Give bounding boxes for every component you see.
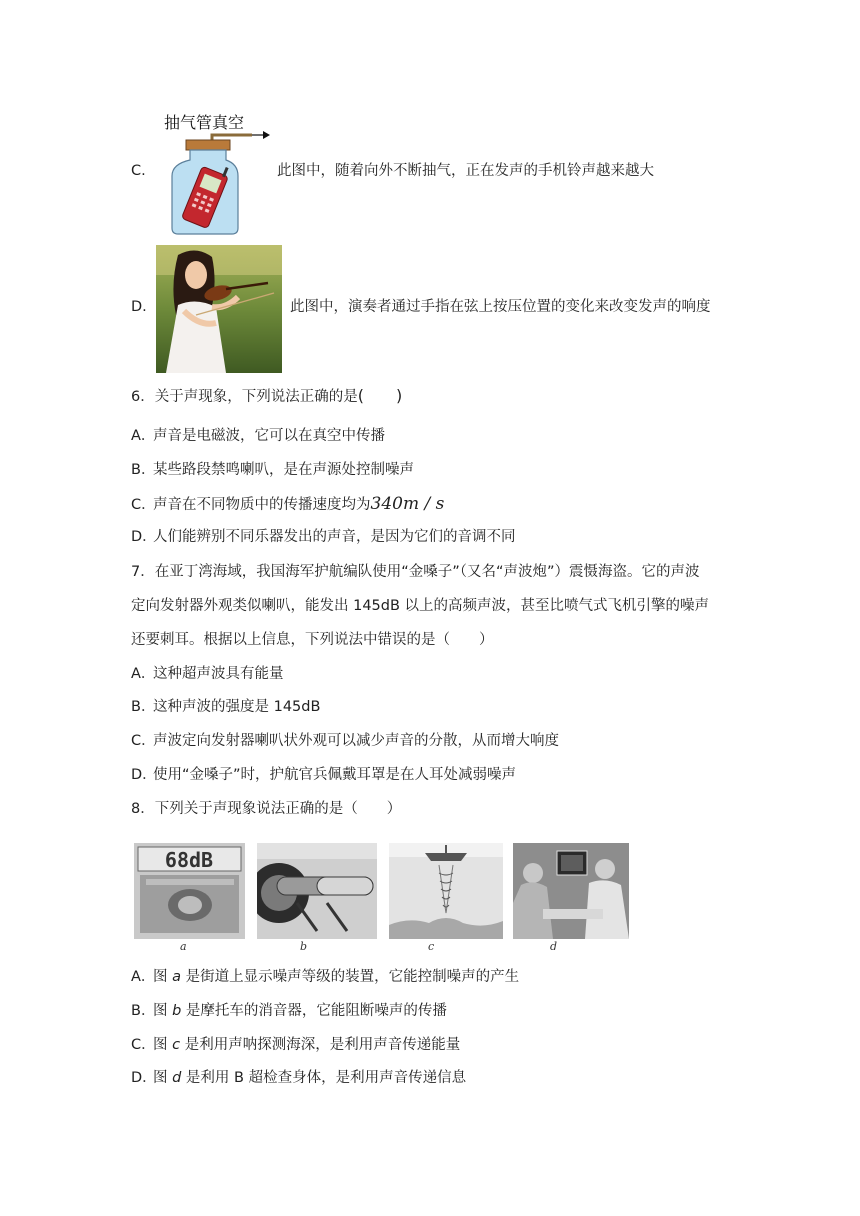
q6-option-d xyxy=(131,527,516,547)
option-letter: B． xyxy=(131,462,156,478)
option-letter: D． xyxy=(131,767,157,783)
option-text-pre: 图 xyxy=(153,1003,173,1019)
option-text-post: 是街道上显示噪声等级的装置，它能控制噪声的产生 xyxy=(181,969,520,985)
option-figure-var: c xyxy=(172,1037,181,1053)
figure-caption-a: a xyxy=(180,940,187,953)
option-letter: A． xyxy=(131,666,156,682)
option-letter: D． xyxy=(131,1070,157,1086)
option-letter: A． xyxy=(131,969,156,985)
option-figure-var: d xyxy=(172,1070,182,1086)
q6-stem xyxy=(131,386,402,407)
option-figure-var: b xyxy=(172,1003,182,1019)
figure-caption-c: c xyxy=(428,940,435,953)
q7-stem-line-1: 7．在亚丁湾海域，我国海军护航编队使用“金嗓子”（又名“声波炮”）震慑海盗。它的声波 xyxy=(131,564,700,580)
q5-option-d-letter: D. xyxy=(131,299,147,315)
option-text: 人们能辨别不同乐器发出的声音，是因为它们的音调不同 xyxy=(153,529,516,545)
q8-option-d xyxy=(131,1068,466,1088)
q5-option-c-text: 此图中，随着向外不断抽气，正在发声的手机铃声越来越大 xyxy=(277,163,654,179)
option-figure-var: a xyxy=(172,969,181,985)
q8-stem: 8．下列关于声现象说法正确的是（ ） xyxy=(131,801,402,817)
option-text: 声波定向发射器喇叭状外观可以减少声音的分散，从而增大响度 xyxy=(153,733,559,749)
q8-option-b xyxy=(131,1001,447,1021)
q8-option-a xyxy=(131,967,519,987)
option-text-post: 是利用 B 超检查身体，是利用声音传递信息 xyxy=(181,1070,467,1086)
violinist-photo xyxy=(156,245,282,373)
option-text: 声音在不同物质中的传播速度均为 xyxy=(153,497,371,513)
q7-option-c xyxy=(131,731,559,751)
speed-formula: 340m / s xyxy=(370,494,445,514)
figure-caption-b: b xyxy=(300,940,308,953)
q6-answer-bracket: ( ) xyxy=(357,386,403,405)
option-text-pre: 图 xyxy=(153,1070,173,1086)
q5-option-c-letter: C. xyxy=(131,163,146,179)
q6-option-c xyxy=(131,494,444,515)
q7-option-a xyxy=(131,664,284,684)
q8-option-c xyxy=(131,1035,460,1055)
q7-stem-line-3: 还要刺耳。根据以上信息，下列说法中错误的是（ ） xyxy=(131,632,494,648)
option-text: 某些路段禁鸣喇叭，是在声源处控制噪声 xyxy=(153,462,414,478)
option-text: 这种声波的强度是 145dB xyxy=(153,699,321,715)
q6-stem-text: 6．关于声现象，下列说法正确的是 xyxy=(131,389,358,405)
option-text-pre: 图 xyxy=(153,969,173,985)
option-text-pre: 图 xyxy=(153,1037,173,1053)
q6-option-b xyxy=(131,460,414,480)
noise-meter-display: 68dB xyxy=(164,848,214,872)
q5-option-d-text: 此图中，演奏者通过手指在弦上按压位置的变化来改变发声的响度 xyxy=(290,299,711,315)
q6-option-a xyxy=(131,426,385,446)
option-letter: B． xyxy=(131,1003,156,1019)
vacuum-jar-phone-figure xyxy=(160,108,270,236)
q7-stem-line-2: 定向发射器外观类似喇叭，能发出 145dB 以上的高频声波，甚至比喷气式飞机引擎的噪声 xyxy=(131,598,710,614)
q7-option-b xyxy=(131,697,320,717)
sonar-figure xyxy=(389,843,503,939)
q7-option-d xyxy=(131,765,516,785)
figure-caption-d: d xyxy=(550,940,558,953)
noise-meter-figure xyxy=(134,843,245,939)
option-letter: B． xyxy=(131,699,156,715)
option-letter: C． xyxy=(131,1037,156,1053)
option-text: 声音是电磁波，它可以在真空中传播 xyxy=(153,428,385,444)
figure-c-label: 抽气管真空 xyxy=(164,113,245,132)
option-letter: D． xyxy=(131,529,157,545)
option-letter: C． xyxy=(131,497,156,513)
option-letter: A． xyxy=(131,428,156,444)
option-text: 使用“金嗓子”时，护航官兵佩戴耳罩是在人耳处减弱噪声 xyxy=(153,767,517,783)
option-text-post: 是摩托车的消音器，它能阻断噪声的传播 xyxy=(181,1003,447,1019)
option-text-post: 是利用声呐探测海深，是利用声音传递能量 xyxy=(180,1037,461,1053)
motorcycle-muffler-figure xyxy=(257,843,377,939)
option-letter: C． xyxy=(131,733,156,749)
option-text: 这种超声波具有能量 xyxy=(153,666,284,682)
ultrasound-exam-figure xyxy=(513,843,629,939)
